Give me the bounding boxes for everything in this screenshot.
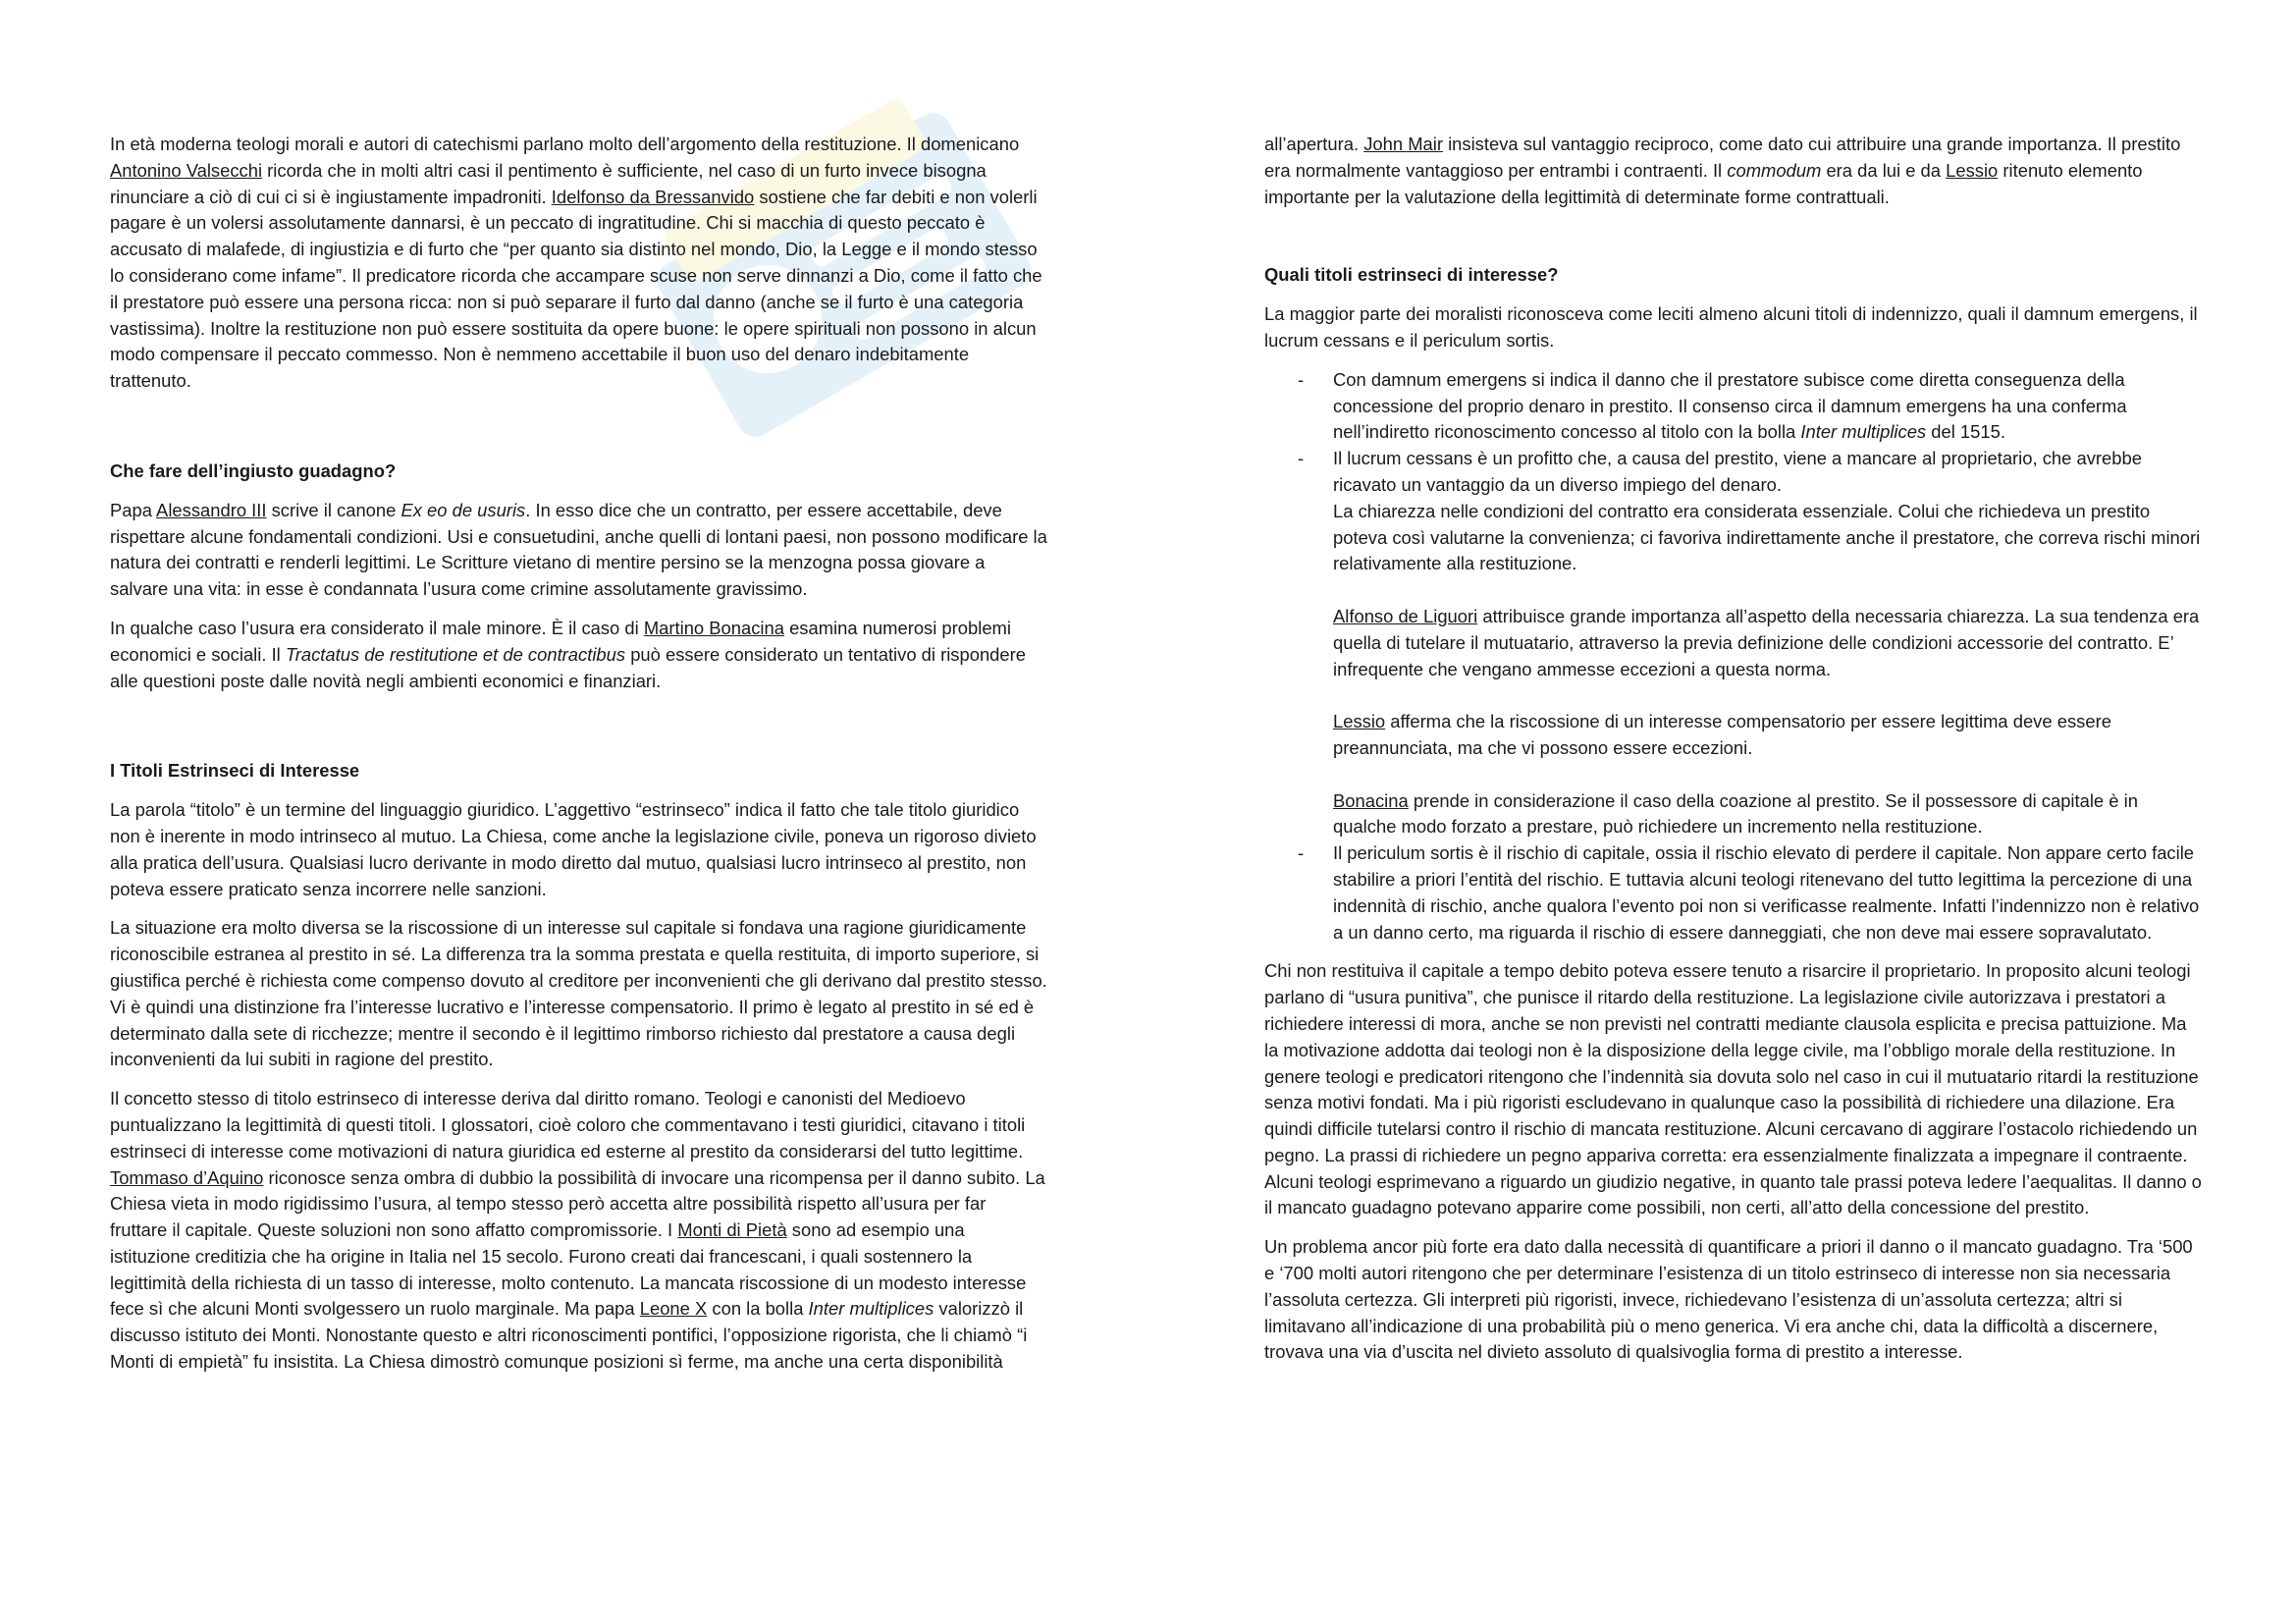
name-reference: Lessio — [1333, 711, 1386, 732]
text-run: valorizzò il discusso istituto dei Monti. Nonostante questo e altri riconoscimenti pontifici, l’opposizione rigorista, che li chiamò “i Monti di empietà” fu insistita. La Chiesa dimostrò comunque posizioni sì ferme, ma anche una certa disponibilità — [110, 1298, 1028, 1373]
list-item — [1333, 840, 2202, 946]
text-run: afferma che la riscossione di un interesse compensatorio per essere legittima deve essere preannunciata, ma che vi possono essere eccezioni. — [1333, 711, 2111, 758]
section-heading: Quali titoli estrinseci di interesse? — [1264, 264, 1559, 286]
text-run: ricorda che in molti altri casi il pentimento è sufficiente, nel caso di un furto invece bisogna rinunciare a ciò di cui ci si è ingiustamente impadroniti. — [110, 159, 987, 207]
text-run: Il concetto stesso di titolo estrinseco di interesse deriva dal diritto romano. Teologi e canonisti del Medioevo puntualizzano la legittimità di questi titoli. I glossatori, cioè coloro che commentavano i testi giuridici, citavano i titoli estrinseci di interesse come motivazioni di natura giuridica ed esterne al prestito da considerarsi del tutto legittime. — [110, 1088, 1026, 1162]
name-reference: John Mair — [1363, 134, 1443, 154]
paragraph — [110, 616, 1047, 694]
list-item — [1333, 446, 2202, 840]
list-item-text — [1333, 446, 2202, 499]
list-item-text — [1333, 842, 2199, 942]
text-run: Il lucrum cessans è un profitto che, a causa del prestito, viene a mancare al proprietario, che avrebbe ricavato un vantaggio da un diverso impiego del denaro. — [1333, 448, 2142, 495]
paragraph — [1264, 132, 2202, 210]
name-reference: Martino Bonacina — [643, 617, 784, 638]
text-run: riconosce senza ombra di dubbio la possibilità di invocare una ricompensa per il danno subito. La Chiesa vieta in modo rigidissimo l’usura, al tempo stesso però accetta altre possibilità rispetto all’usura per far fruttare il capitale. Queste soluzioni non sono affatto compromissorie. I — [110, 1166, 1045, 1241]
text-run: La chiarezza nelle condizioni del contratto era considerata essenziale. Colui che richiedeva un prestito poteva così valutarne la convenienza; ci favoriva indirettamente anche il prestatore, che correva rischi minori relativamente alla restituzione. — [1333, 500, 2201, 574]
text-run: La parola “titolo” è un termine del linguaggio giuridico. L’aggettivo “estrinseco” indica il fatto che tale titolo giuridico non è inerente in modo intrinseco al mutuo. La Chiesa, come anche la legislazione civile, poneva un rigoroso divieto alla pratica dell’usura. Qualsiasi lucro derivante in modo diretto dal mutuo, qualsiasi lucro intrinseco al prestito, non poteva essere praticato senza incorrere nelle sanzioni. — [110, 799, 1037, 899]
text-run: era da lui e da — [1821, 159, 1947, 181]
name-reference: Tommaso d’Aquino — [110, 1166, 264, 1188]
name-reference: Monti di Pietà — [677, 1219, 787, 1241]
title-reference: Inter multiplices — [808, 1298, 934, 1320]
text-run: La maggior parte dei moralisti riconosceva come leciti almeno alcuni titoli di indennizzo, quali il damnum emergens, il lucrum cessans e il periculum sortis. — [1264, 303, 2198, 351]
left-column — [110, 132, 1047, 1388]
text-run: In età moderna teologi morali e autori di catechismi parlano molto dell’argomento della restituzione. Il domenicano — [110, 134, 1020, 154]
paragraph — [1264, 958, 2202, 1221]
title-reference: Inter multiplices — [1800, 421, 1927, 443]
list-item-text — [1333, 369, 2127, 443]
text-run: esamina numerosi problemi economici e sociali. Il — [110, 617, 1011, 665]
text-run: ritenuto elemento importante per la valutazione della legittimità di determinate forme contrattuali. — [1264, 159, 2143, 207]
paragraph — [1264, 1234, 2202, 1366]
text-run: sono ad esempio una istituzione creditizia che ha origine in Italia nel 15 secolo. Furono creati dai francescani, i quali sostennero la legittimità della richiesta di un tasso di interesse, molto contenuto. La mancata riscossione di un modesto interesse fece sì che alcuni Monti svolgessero un ruolo marginale. Ma papa — [110, 1219, 1027, 1320]
section-heading: I Titoli Estrinseci di Interesse — [110, 760, 360, 782]
titles-list — [1264, 367, 2202, 947]
text-run: con la bolla — [707, 1298, 809, 1320]
name-reference: Idelfonso da Bressanvido — [551, 186, 755, 207]
text-run: In qualche caso l’usura era considerato il male minore. È il caso di — [110, 617, 644, 638]
text-run: La situazione era molto diversa se la riscossione di un interesse sul capitale si fondava una ragione giuridicamente riconoscibile estranea al prestito in sé. La differenza tra la somma prestata e quella restituita, di importo superiore, si giustifica perché è richiesta come compenso dovuto al creditore per inconvenienti che gli derivano dal prestito stesso. Vi è quindi una distinzione fra l’interesse lucrativo e l’interesse compensatorio. Il primo è legato al prestito in sé ed è determinato dalla sete di ricchezze; mentre il secondo è il legittimo rimborso richiesto dal prestatore a causa degli inconvenienti da lui subiti in ragione del prestito. — [110, 917, 1047, 1070]
text-run: . In esso dice che un contratto, per essere accettabile, deve rispettare alcune fondamentali condizioni. Usi e consuetudini, anche quelli di lontani paesi, non possono modificare la natura dei contratti e renderli legittimi. Le Scritture vietano di mentire persino se la menzogna possa giovare a salvare una vita: in esse è condannata l’usura come crimine assolutamente gravissimo. — [110, 499, 1047, 600]
text-run: Papa — [110, 499, 157, 520]
paragraph — [110, 1086, 1047, 1376]
list-item-text — [1333, 499, 2202, 577]
section-heading: Che fare dell’ingiusto guadagno? — [110, 460, 397, 481]
list-item-text — [1333, 788, 2202, 841]
text-run: può essere considerato un tentativo di rispondere alle questioni poste dalle novità negli ambienti economici e finanziari. — [110, 643, 1026, 691]
text-run: Il periculum sortis è il rischio di capitale, ossia il rischio elevato di perdere il capitale. Non appare certo facile stabilire a priori l’entità del rischio. E tuttavia alcuni teologi ritenevano del tutto legittima la percezione di una indennità di rischio, anche qualora l’evento poi non si verificasse realmente. Infatti l’indennizzo non è relativo a un danno certo, ma riguarda il rischio di essere danneggiati, che non deve mai essere sopravalutato. — [1333, 842, 2200, 943]
name-reference: Antonino Valsecchi — [110, 159, 263, 181]
text-run: Con damnum emergens si indica il danno che il prestatore subisce come diretta conseguenza della concessione del proprio denaro in prestito. Il consenso circa il damnum emergens ha una conferma nell’indiretto riconoscimento concesso al titolo con la bolla — [1333, 368, 2127, 443]
title-reference: Tractatus de restitutione et de contractibus — [285, 643, 626, 665]
text-run: all’apertura. — [1264, 134, 1364, 154]
title-reference: commodum — [1727, 159, 1822, 181]
name-reference: Leone X — [639, 1298, 708, 1320]
paragraph — [110, 915, 1047, 1073]
text-run: prende in considerazione il caso della coazione al prestito. Se il possessore di capitale è in qualche modo forzato a prestare, può richiedere un incremento nella restituzione. — [1333, 789, 2138, 838]
paragraph — [110, 498, 1047, 603]
text-run: Chi non restituiva il capitale a tempo debito poteva essere tenuto a risarcire il proprietario. In proposito alcuni teologi parlano di “usura punitiva”, che punisce il ritardo della restituzione. La legislazione civile autorizzava i prestatori a richiedere interessi di mora, anche se non previsti nel contratti mediante clausola esplicita e precisa pattuizione. Ma la motivazione addotta dai teologi non è la disposizione della legge civile, ma l’obbligo morale della restituzione. In genere teologi e predicatori ritengono che l’indennità sia dovuta solo nel caso in cui il mutuatario ritardi la restituzione senza motivi fondati. Ma i più rigoristi escludevano in qualunque caso la possibilità di richiedere una dilazione. Era quindi difficile tutelarsi contro il rischio di mancata restituzione. Alcuni cercavano di aggirare l’ostacolo richiedendo un pegno. La prassi di richiedere un pegno appariva corretta: era essenzialmente finalizzata a impegnare il contraente. Alcuni teologi esprimevano a riguardo un giudizio negative, in quanto tale prassi poteva ledere l’aequalitas. Il danno o il mancato guadagno potevano apparire come possibili, non certi, all’atto della concessione del prestito. — [1264, 960, 2202, 1218]
text-run: del 1515. — [1926, 421, 2005, 443]
text-run: sostiene che far debiti e non volerli pagare è un volersi assolutamente dannarsi, è un peccato di ingratitudine. Chi si macchia di questo peccato è accusato di malafede, di ingiustizia e di furto che “per quanto sia distinto nel mondo, Dio, la Legge e il mondo stesso lo considerano come infame”. Il predicatore ricorda che accampare scuse non serve dinnanzi a Dio, come il fatto che il prestatore può essere una persona ricca: non si può separare il furto dal danno (anche se il furto è una categoria vastissima). Inoltre la restituzione non può essere sostituita da opere buone: le opere spirituali non possono in alcun modo compensare il peccato commesso. Non è nemmeno accettabile il buon uso del denaro indebitamente trattenuto. — [110, 186, 1042, 392]
text-run: attribuisce grande importanza all’aspetto della necessaria chiarezza. La sua tendenza era quella di tutelare il mutuatario, attraverso la previa definizione delle condizioni accessorie del contratto. E’ infrequente che vengano ammesse eccezioni a questa norma. — [1333, 605, 2200, 679]
paragraph — [110, 132, 1047, 395]
text-run: scrive il canone — [266, 499, 401, 520]
name-reference: Lessio — [1946, 159, 1999, 181]
text-run: Un problema ancor più forte era dato dalla necessità di quantificare a priori il danno o il mancato guadagno. Tra ‘500 e ‘700 molti autori ritengono che per determinare l’esistenza di un titolo estrinseco di interesse non sia necessaria l’assoluta certezza. Gli interpreti più rigoristi, invece, richiedevano l’esistenza di un’assoluta certezza; altri si limitavano all’indicazione di una probabilità più o meno generica. Vi era anche chi, data la difficoltà a discernere, trovava una via d’uscita nel divieto assoluto di qualsivoglia forma di prestito a interesse. — [1264, 1236, 2193, 1363]
list-item-text — [1333, 604, 2202, 682]
text-run: insisteva sul vantaggio reciproco, come dato cui attribuire una grande importanza. Il prestito era normalmente vantaggioso per entrambi i contraenti. Il — [1264, 134, 2181, 181]
list-item — [1333, 367, 2202, 446]
paragraph — [1264, 301, 2202, 354]
name-reference: Bonacina — [1333, 789, 1409, 811]
name-reference: Alfonso de Liguori — [1333, 605, 1478, 626]
list-item-text — [1333, 709, 2202, 762]
name-reference: Alessandro III — [156, 499, 267, 520]
paragraph — [110, 797, 1047, 902]
right-column — [1264, 132, 2202, 1379]
title-reference: Ex eo de usuris — [400, 499, 526, 520]
